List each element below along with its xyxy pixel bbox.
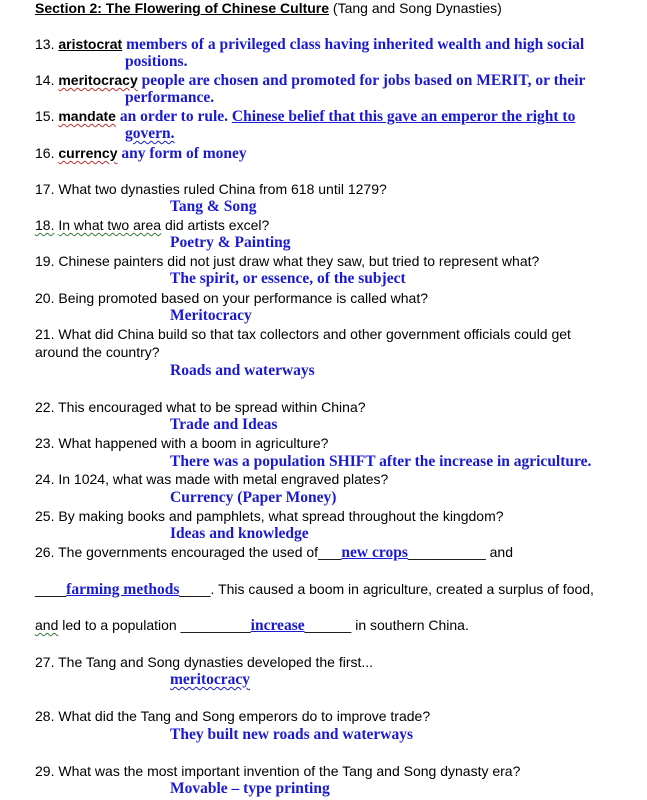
question-21-cont — [35, 344, 160, 361]
question-text: In 1024, what was made with metal engraved plates? — [58, 471, 389, 487]
answer-22 — [170, 416, 277, 433]
question-text: This encouraged what to be spread within China? — [58, 399, 366, 415]
answer-27 — [170, 671, 250, 688]
vocab-item-15-cont — [125, 125, 175, 142]
vocab-term: meritocracy — [58, 72, 138, 88]
blank-fill: ____ — [35, 581, 67, 597]
item-number: 18. — [35, 217, 55, 233]
question-26-line2 — [35, 581, 594, 598]
vocab-definition: people are chosen and promoted for jobs based on MERIT, or their — [141, 72, 586, 89]
section-title: Section 2: The Flowering of Chinese Culture — [35, 0, 330, 16]
question-26 — [35, 544, 513, 561]
answer-text: meritocracy — [170, 671, 251, 688]
answer-23 — [170, 453, 591, 470]
vocab-definition: any form of money — [121, 145, 247, 162]
answer-text: There was a population SHIFT after the increase in agriculture. — [170, 453, 592, 470]
answer-text: Tang & Song — [170, 198, 257, 215]
item-number: 28. — [35, 708, 55, 724]
answer-text: new crops — [341, 544, 408, 561]
question-17 — [35, 181, 387, 198]
item-number: 13. — [35, 36, 55, 52]
answer-text: Meritocracy — [170, 307, 252, 324]
answer-19 — [170, 270, 406, 287]
vocab-item-14-cont — [125, 89, 214, 106]
answer-25 — [170, 525, 309, 542]
vocab-definition-cont: performance. — [125, 89, 215, 106]
question-25 — [35, 508, 504, 525]
answer-text: increase — [250, 617, 305, 634]
question-22 — [35, 399, 366, 416]
item-number: 25. — [35, 508, 55, 524]
question-text: By making books and pamphlets, what spread throughout the kingdom? — [58, 508, 504, 524]
question-text: What was the most important invention of the Tang and Song dynasty era? — [58, 763, 521, 779]
answer-text: Currency (Paper Money) — [170, 489, 337, 506]
question-text: and — [489, 544, 513, 560]
question-text: and — [35, 617, 59, 633]
question-27 — [35, 654, 373, 671]
answer-24 — [170, 489, 336, 506]
answer-text: The spirit, or essence, of the subject — [170, 270, 406, 287]
section-subtitle: (Tang and Song Dynasties) — [332, 0, 502, 16]
question-text: . This caused a boom in agriculture, created a surplus of food, — [210, 581, 594, 597]
question-text: Chinese painters did not just draw what they saw, but tried to represent what? — [58, 253, 540, 269]
item-number: 15. — [35, 108, 55, 124]
vocab-definition: an order to rule. — [119, 108, 229, 125]
answer-21 — [170, 362, 315, 379]
question-text: led to a population — [62, 617, 177, 633]
vocab-item-14 — [35, 72, 585, 89]
answer-28 — [170, 726, 413, 743]
vocab-definition-extra: Chinese belief that this gave an emperor the right to — [231, 108, 576, 125]
question-28 — [35, 708, 430, 725]
vocab-item-13 — [35, 36, 584, 53]
blank-fill: __________ — [407, 544, 486, 560]
answer-text: Roads and waterways — [170, 362, 315, 379]
item-number: 23. — [35, 435, 55, 451]
item-number: 24. — [35, 471, 55, 487]
item-number: 17. — [35, 181, 55, 197]
answer-20 — [170, 307, 252, 324]
vocab-term: mandate — [58, 108, 116, 124]
question-text: What did China build so that tax collectors and other government officials could get — [58, 326, 571, 342]
question-text: What did the Tang and Song emperors do to improve trade? — [58, 708, 431, 724]
item-number: 26. — [35, 544, 55, 560]
vocab-item-16 — [35, 145, 247, 162]
blank-fill: _________ — [180, 617, 251, 633]
vocab-definition-cont: positions. — [125, 53, 188, 70]
vocab-term: aristocrat — [58, 36, 123, 52]
blank-fill: ______ — [304, 617, 352, 633]
vocab-item-15 — [35, 108, 575, 125]
item-number: 16. — [35, 145, 55, 161]
answer-text: They built new roads and waterways — [170, 726, 414, 743]
question-26-line3 — [35, 617, 469, 634]
vocab-item-13-cont — [125, 53, 187, 70]
item-number: 19. — [35, 253, 55, 269]
question-23 — [35, 435, 328, 452]
vocab-definition: members of a privileged class having inherited wealth and high social — [126, 36, 585, 53]
vocab-definition-cont: govern. — [125, 125, 175, 142]
question-24 — [35, 471, 388, 488]
answer-17 — [170, 198, 256, 215]
question-29 — [35, 763, 520, 780]
question-text: The Tang and Song dynasties developed the first... — [58, 654, 374, 670]
question-text: What happened with a boom in agriculture? — [58, 435, 329, 451]
answer-18 — [170, 234, 291, 251]
item-number: 29. — [35, 763, 55, 779]
item-number: 20. — [35, 290, 55, 306]
answer-29 — [170, 780, 330, 797]
question-18 — [35, 217, 269, 234]
question-text: in southern China. — [355, 617, 469, 633]
question-text: In what two area — [58, 217, 162, 233]
question-text: Being promoted based on your performance is called what? — [58, 290, 429, 306]
question-21 — [35, 326, 571, 343]
item-number: 14. — [35, 72, 55, 88]
item-number: 27. — [35, 654, 55, 670]
answer-text: Poetry & Painting — [170, 234, 291, 251]
question-text: The governments encouraged the used of — [58, 544, 319, 560]
question-text: What two dynasties ruled China from 618 until 1279? — [58, 181, 387, 197]
answer-text: farming methods — [66, 581, 180, 598]
vocab-term: currency — [58, 145, 118, 161]
answer-text: Movable – type printing — [170, 780, 330, 797]
answer-text: Trade and Ideas — [170, 416, 278, 433]
section-header — [35, 0, 502, 17]
question-text-cont: did artists excel? — [164, 217, 270, 233]
item-number: 22. — [35, 399, 55, 415]
question-19 — [35, 253, 539, 270]
question-20 — [35, 290, 428, 307]
blank-fill: ___ — [318, 544, 342, 560]
question-text-cont: around the country? — [35, 344, 160, 360]
answer-text: Ideas and knowledge — [170, 525, 309, 542]
blank-fill: ____ — [179, 581, 211, 597]
item-number: 21. — [35, 326, 55, 342]
